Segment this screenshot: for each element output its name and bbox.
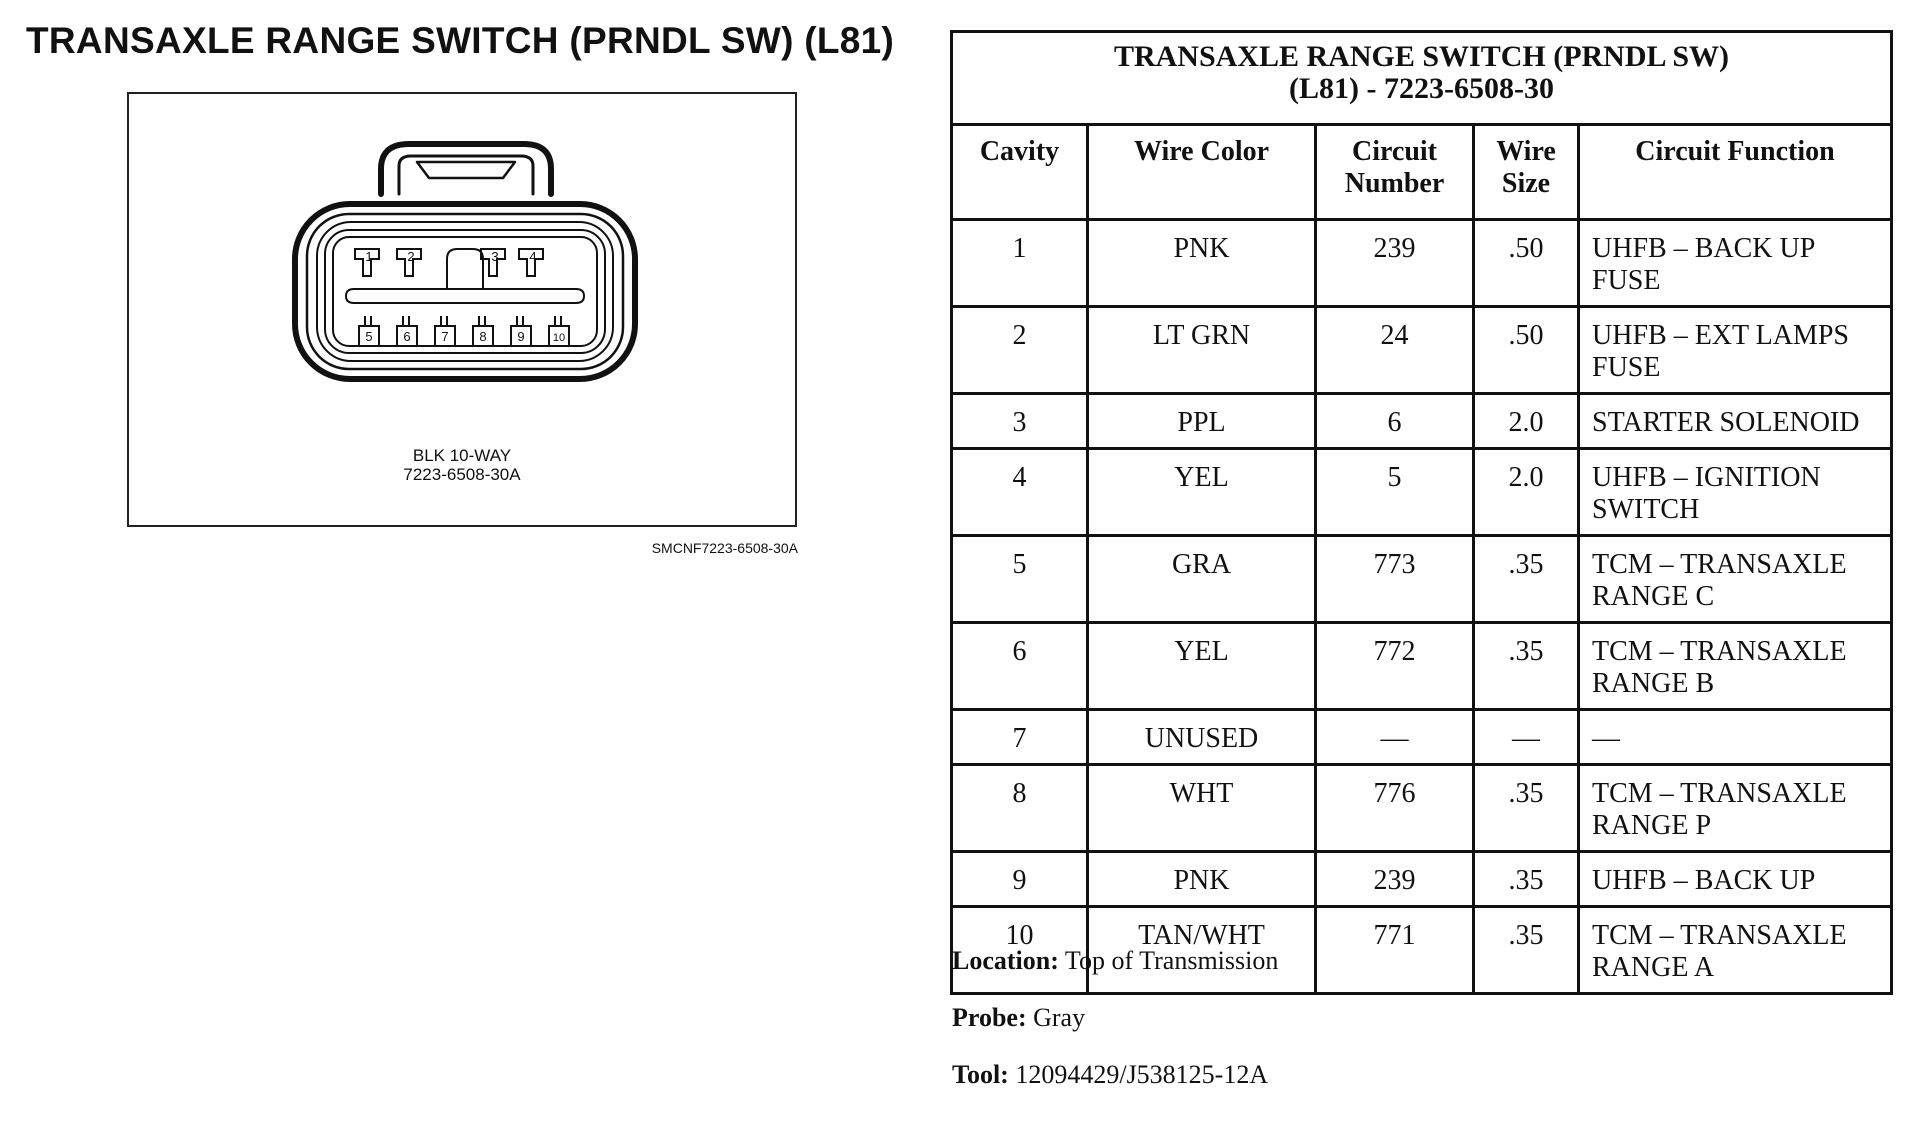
cell-wire-size: 2.0	[1474, 394, 1579, 449]
cell-circuit-function	[1579, 536, 1892, 623]
cell-circuit-function	[1579, 852, 1892, 907]
function-line1: TCM – TRANSAXLE	[1592, 636, 1847, 667]
function-line2: RANGE A	[1592, 952, 1715, 983]
location-value: Top of Transmission	[1064, 946, 1279, 975]
pin-number-label: 8	[479, 329, 487, 344]
cell-circuit-function	[1579, 449, 1892, 536]
cell-wire-size: .35	[1474, 852, 1579, 907]
table-row	[952, 220, 1892, 307]
pin-number-label: 5	[365, 329, 373, 344]
connector-notes	[952, 946, 1278, 1117]
header-circuit-number-line1: Circuit	[1351, 136, 1438, 167]
cell-wire-color: PPL	[1088, 394, 1316, 449]
table-row	[952, 623, 1892, 710]
table-row	[952, 765, 1892, 852]
header-circuit-function: Circuit Function	[1579, 125, 1892, 220]
pins-bottom-row	[359, 316, 569, 346]
cell-wire-size: .35	[1474, 536, 1579, 623]
table-row	[952, 710, 1892, 765]
tool-label: Tool:	[952, 1060, 1009, 1089]
cell-wire-color: PNK	[1088, 220, 1316, 307]
connector-label-type: BLK 10-WAY	[412, 446, 512, 465]
pin-number-label: 7	[441, 329, 449, 344]
header-wire-size-line2: Size	[1501, 168, 1551, 199]
pin-number-label: 10	[552, 332, 566, 344]
function-line1: STARTER SOLENOID	[1592, 407, 1860, 438]
function-line1: UHFB – BACK UP	[1592, 233, 1816, 264]
pin-number-label: 9	[517, 329, 525, 344]
cell-cavity: 9	[952, 852, 1088, 907]
pin-number-label: 4	[529, 249, 537, 264]
cell-circuit-function	[1579, 623, 1892, 710]
cell-wire-size: .35	[1474, 623, 1579, 710]
cell-circuit-function	[1579, 907, 1892, 994]
cell-circuit-number: 772	[1316, 623, 1474, 710]
cell-circuit-number: 239	[1316, 220, 1474, 307]
cell-circuit-function	[1579, 394, 1892, 449]
function-line2: RANGE C	[1592, 581, 1715, 612]
cell-circuit-number: 776	[1316, 765, 1474, 852]
cell-wire-color: PNK	[1088, 852, 1316, 907]
cell-wire-color: YEL	[1088, 623, 1316, 710]
function-line1: UHFB – BACK UP	[1592, 865, 1816, 896]
location-note	[952, 946, 1278, 1003]
header-wire-size	[1474, 125, 1579, 220]
connector-figure	[127, 92, 797, 527]
pin-terminal	[549, 316, 569, 346]
table-row	[952, 536, 1892, 623]
tool-note	[952, 1060, 1278, 1117]
cell-cavity: 7	[952, 710, 1088, 765]
cell-cavity: 1	[952, 220, 1088, 307]
cell-wire-color: YEL	[1088, 449, 1316, 536]
table-row	[952, 852, 1892, 907]
table-title-line2: (L81) - 7223-6508-30	[1289, 72, 1554, 105]
pin-terminal	[355, 249, 379, 276]
cell-cavity: 5	[952, 536, 1088, 623]
cell-circuit-number: —	[1316, 710, 1474, 765]
cell-wire-size: .50	[1474, 307, 1579, 394]
table-title-line1: TRANSAXLE RANGE SWITCH (PRNDL SW)	[1113, 40, 1730, 73]
cell-cavity: 10	[952, 907, 1088, 994]
pin-number-label: 1	[365, 249, 373, 264]
location-label: Location:	[952, 946, 1059, 975]
connector-label-part-number: 7223-6508-30A	[403, 465, 521, 484]
figure-code: SMCNF7223-6508-30A	[651, 540, 798, 556]
function-line2: RANGE B	[1592, 668, 1715, 699]
cell-wire-color: UNUSED	[1088, 710, 1316, 765]
pin-number-label: 2	[407, 249, 415, 264]
function-line1: TCM – TRANSAXLE	[1592, 920, 1847, 951]
cell-wire-size: —	[1474, 710, 1579, 765]
cell-circuit-number: 24	[1316, 307, 1474, 394]
cell-circuit-function	[1579, 710, 1892, 765]
table-row	[952, 307, 1892, 394]
function-line1: —	[1592, 723, 1620, 754]
header-circuit-number-line2: Number	[1344, 168, 1445, 199]
pin-terminal	[397, 249, 421, 276]
cell-circuit-number: 5	[1316, 449, 1474, 536]
header-wire-size-line1: Wire	[1496, 136, 1556, 167]
cell-circuit-function	[1579, 765, 1892, 852]
table-row	[952, 449, 1892, 536]
header-wire-color: Wire Color	[1088, 125, 1316, 220]
pin-terminal	[435, 316, 455, 346]
page-title: TRANSAXLE RANGE SWITCH (PRNDL SW) (L81)	[26, 20, 895, 61]
cell-cavity: 3	[952, 394, 1088, 449]
cell-circuit-number: 6	[1316, 394, 1474, 449]
function-line2: FUSE	[1592, 265, 1661, 296]
cell-wire-size: .50	[1474, 220, 1579, 307]
cell-circuit-number: 771	[1316, 907, 1474, 994]
pin-terminal	[359, 316, 379, 346]
cell-wire-size: 2.0	[1474, 449, 1579, 536]
cell-cavity: 6	[952, 623, 1088, 710]
pin-terminal	[473, 316, 493, 346]
function-line1: UHFB – EXT LAMPS	[1592, 320, 1849, 351]
function-line1: UHFB – IGNITION	[1592, 462, 1821, 493]
header-circuit-number	[1316, 125, 1474, 220]
cell-cavity: 8	[952, 765, 1088, 852]
function-line2: RANGE P	[1592, 810, 1712, 841]
function-line1: TCM – TRANSAXLE	[1592, 549, 1847, 580]
cell-wire-size: .35	[1474, 907, 1579, 994]
function-line2: SWITCH	[1592, 494, 1700, 525]
cell-wire-color: LT GRN	[1088, 307, 1316, 394]
pin-terminal	[397, 316, 417, 346]
cell-wire-size: .35	[1474, 765, 1579, 852]
probe-value: Gray	[1033, 1003, 1086, 1032]
pin-number-label: 6	[403, 329, 411, 344]
tool-value: 12094429/J538125-12A	[1015, 1060, 1269, 1089]
function-line2: FUSE	[1592, 352, 1661, 383]
pin-terminal	[481, 249, 505, 276]
header-cavity: Cavity	[952, 125, 1088, 220]
cell-wire-color: TAN/WHT	[1088, 907, 1316, 994]
cell-wire-color: GRA	[1088, 536, 1316, 623]
function-line1: TCM – TRANSAXLE	[1592, 778, 1847, 809]
cell-circuit-function	[1579, 220, 1892, 307]
cell-circuit-function	[1579, 307, 1892, 394]
table-title	[952, 32, 1892, 125]
pin-terminal	[519, 249, 543, 276]
pin-number-label: 3	[491, 249, 499, 264]
cell-cavity: 4	[952, 449, 1088, 536]
cell-circuit-number: 773	[1316, 536, 1474, 623]
probe-label: Probe:	[952, 1003, 1027, 1032]
table-row	[952, 394, 1892, 449]
probe-note	[952, 1003, 1278, 1060]
cell-wire-color: WHT	[1088, 765, 1316, 852]
connector-spec-table	[950, 30, 1893, 995]
pin-terminal	[511, 316, 531, 346]
cell-circuit-number: 239	[1316, 852, 1474, 907]
cell-cavity: 2	[952, 307, 1088, 394]
